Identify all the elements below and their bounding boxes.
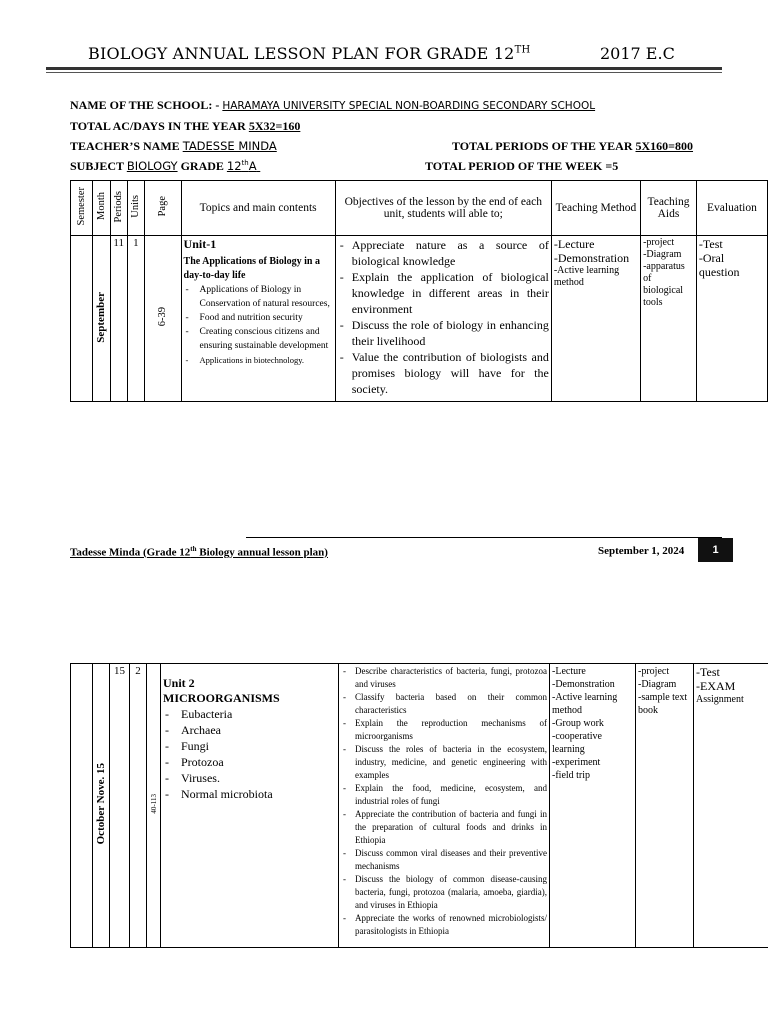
units-cell: 2: [130, 664, 147, 948]
lesson-plan-table-2: [70, 663, 768, 948]
list-item: -Test: [696, 665, 720, 679]
list-item: - Explain the reproduction mechanisms of microorganisms: [341, 717, 547, 743]
subject-grade-line: SUBJECT BIOLOGY GRADE 12thA: [70, 159, 257, 173]
academic-days-line: TOTAL AC/DAYS IN THE YEAR 5X32=160: [70, 119, 301, 133]
header-periods: Periods: [110, 181, 127, 236]
table-row: [71, 236, 768, 402]
list-item: - Food and nutrition security: [184, 311, 333, 325]
footer-date: September 1, 2024: [598, 545, 685, 557]
list-item: - Explain the food, medicine, ecosystem, and industrial roles of fungi: [341, 782, 547, 808]
topics-cell: [161, 664, 339, 948]
list-item: - Explain the application of biological knowledge in different areas in their environment: [338, 269, 549, 317]
header-aids: Teaching Aids: [641, 181, 697, 236]
list-item: -Lecture: [553, 237, 595, 251]
list-item: -Diagram: [643, 249, 682, 260]
page-cell: 40-113: [147, 664, 161, 948]
list-item: Assignment: [696, 694, 744, 705]
semester-cell: [71, 664, 93, 948]
semester-cell: [71, 236, 93, 402]
list-item: -Diagram: [638, 679, 677, 690]
table-row: [71, 664, 768, 948]
topics-list: [184, 283, 333, 367]
page-cell: 6-39: [145, 236, 182, 402]
list-item: -Group work: [552, 718, 604, 729]
list-item: - Classify bacteria based on their common characteristics: [341, 691, 547, 717]
list-item: - Eubacteria: [163, 706, 336, 722]
list-item: - Protozoa: [163, 754, 336, 770]
list-item: - Normal microbiota: [163, 786, 336, 802]
header-page: Page: [145, 181, 182, 236]
list-item: -EXAM: [696, 679, 736, 693]
list-item: -Active learning method: [552, 692, 618, 716]
aids-cell: [641, 236, 697, 402]
list-item: -Active learning method: [553, 265, 620, 288]
list-item: -project: [643, 237, 675, 248]
list-item: - Describe characteristics of bacteria, fungi, protozoa and viruses: [341, 665, 547, 691]
list-item: - Appreciate the works of renowned microbiologists/ parasitologists in Ethiopia: [341, 912, 547, 938]
list-item: - Discuss the roles of bacteria in the ecosystem, industry, medicine, and genetic engineering with examples: [341, 743, 547, 782]
unit-title: Unit 2: [163, 676, 195, 690]
list-item: - Value the contribution of biologists and promises biology will have for the society.: [338, 349, 549, 397]
page-number: 1: [698, 538, 733, 562]
header-semester: Semester: [71, 181, 93, 236]
header-units: Units: [127, 181, 144, 236]
document-year: 2017 E.C: [600, 44, 675, 63]
list-item: -experiment: [552, 757, 601, 768]
list-item: - Applications of Biology in Conservation of natural resources,: [184, 283, 333, 311]
lesson-plan-table-1: [70, 180, 768, 402]
list-item: - Creating conscious citizens and ensuring sustainable development: [184, 325, 333, 353]
periods-cell: 11: [110, 236, 127, 402]
list-item: - Archaea: [163, 722, 336, 738]
objectives-list: [341, 665, 547, 938]
method-cell: [550, 664, 636, 948]
objectives-cell: [339, 664, 550, 948]
list-item: -Demonstration: [553, 251, 630, 265]
list-item: -sample text book: [638, 692, 688, 716]
header-objectives: Objectives of the lesson by the end of each unit, students will able to;: [335, 181, 551, 236]
footer-author: Tadesse Minda (Grade 12th Biology annual lesson plan): [70, 545, 328, 559]
table-header-row: [71, 181, 768, 236]
units-cell: 1: [127, 236, 144, 402]
list-item: - Appreciate the contribution of bacteria and fungi in the preparation of cultural foods and drinks in Ethiopia: [341, 808, 547, 847]
header-method: Teaching Method: [551, 181, 640, 236]
topics-list: [163, 706, 336, 802]
month-cell: September: [93, 236, 110, 402]
list-item: - Appreciate nature as a source of biological knowledge: [338, 237, 549, 269]
header-topics: Topics and main contents: [181, 181, 335, 236]
evaluation-cell: [694, 664, 768, 948]
objectives-cell: [335, 236, 551, 402]
unit-subtitle: The Applications of Biology in a day-to-day life: [183, 256, 320, 281]
list-item: -apparatus of biological tools: [643, 261, 685, 308]
header-month: Month: [93, 181, 110, 236]
header-divider-thin: [46, 72, 722, 73]
footer-divider: [246, 537, 722, 538]
unit-subtitle: MICROORGANISMS: [163, 691, 280, 705]
month-cell: October Nove. 15: [93, 664, 110, 948]
objectives-list: [338, 237, 549, 397]
method-cell: [551, 236, 640, 402]
unit-title: Unit-1: [183, 237, 217, 251]
school-name-line: NAME OF THE SCHOOL: - HARAMAYA UNIVERSITY SPECIAL NON-BOARDING SECONDARY SCHOOL: [70, 98, 596, 112]
list-item: - Discuss common viral diseases and their preventive mechanisms: [341, 847, 547, 873]
periods-cell: 15: [110, 664, 130, 948]
list-item: -Test: [698, 237, 723, 251]
list-item: - Applications in biotechnology.: [184, 353, 333, 367]
list-item: - Viruses.: [163, 770, 336, 786]
teacher-name-line: TEACHER’S NAME TADESSE MINDA: [70, 139, 277, 153]
list-item: -Oral question: [698, 251, 740, 279]
list-item: -Demonstration: [552, 679, 615, 690]
periods-year-line: TOTAL PERIODS OF THE YEAR 5X160=800: [452, 139, 694, 153]
evaluation-cell: [696, 236, 767, 402]
header-divider: [46, 67, 722, 70]
periods-week-line: TOTAL PERIOD OF THE WEEK =5: [425, 159, 619, 173]
aids-cell: [636, 664, 694, 948]
list-item: - Discuss the role of biology in enhancing their livelihood: [338, 317, 549, 349]
list-item: - Discuss the biology of common disease-causing bacteria, fungi, protozoa (malaria, amoeba, giardia), and viruses in Ethiopia: [341, 873, 547, 912]
document-title: BIOLOGY ANNUAL LESSON PLAN FOR GRADE 12TH: [88, 44, 531, 63]
topics-cell: [181, 236, 335, 402]
list-item: -project: [638, 666, 670, 677]
list-item: - Fungi: [163, 738, 336, 754]
list-item: -field trip: [552, 770, 591, 781]
list-item: -cooperative learning: [552, 731, 602, 755]
list-item: -Lecture: [552, 666, 586, 677]
header-evaluation: Evaluation: [696, 181, 767, 236]
